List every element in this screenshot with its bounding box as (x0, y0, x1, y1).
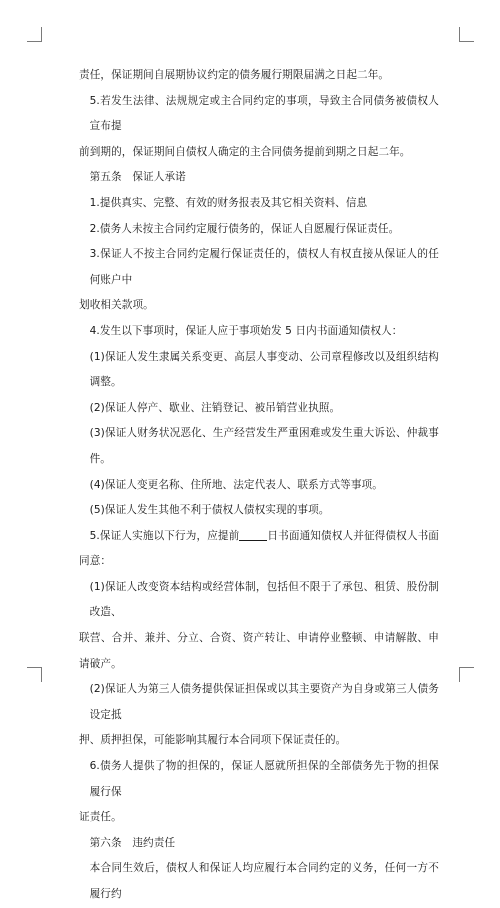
paragraph (79, 575, 439, 677)
crop-mark-top-left (27, 27, 42, 42)
fill-in-blank (239, 528, 267, 541)
paragraph-line: (2)保证人停产、歇业、注销登记、被吊销营业执照。 (89, 401, 341, 414)
paragraph-line: 5.若发生法律、法规规定或主合同约定的事项，导致主合同债务被债权人宣布提 (89, 94, 439, 133)
paragraph (79, 396, 439, 422)
paragraph-line: 4.发生以下事项时，保证人应于事项始发 5 日内书面通知债权人： (89, 324, 403, 337)
paragraph (79, 677, 439, 754)
paragraph-line: (1)保证人改变资本结构或经营体制，包括但不限于了承包、租赁、股份制改造、 (89, 580, 439, 619)
crop-mark-top-right (459, 27, 474, 42)
paragraph-line: (3)保证人财务状况恶化、生产经营发生严重困难或发生重大诉讼、仲裁事件。 (89, 427, 439, 465)
paragraph-line: 划收相关款项。 (79, 299, 154, 312)
paragraph-line: 联营、合并、兼并、分立、合资、资产转让、申请停业整顿、申请解散、申请破产。 (79, 632, 439, 670)
crop-mark-bottom-left (27, 667, 42, 682)
paragraph (79, 498, 439, 524)
document-body (79, 63, 439, 908)
paragraph-line: 押、质押担保，可能影响其履行本合同项下保证责任的。 (79, 734, 347, 747)
paragraph-line: 1.提供真实、完整、有效的财务报表及其它相关资料、信息 (89, 196, 368, 209)
paragraph-line: (5)保证人发生其他不利于债权人债权实现的事项。 (89, 504, 330, 517)
paragraph (79, 165, 439, 191)
paragraph (79, 319, 439, 345)
paragraph-line: 责任，保证期间自展期协议约定的债务履行期限届满之日起二年。 (79, 69, 390, 81)
paragraph (79, 242, 439, 319)
paragraph-line: 6.债务人提供了物的担保的，保证人愿就所担保的全部债务先于物的担保履行保 (89, 760, 439, 798)
paragraph-line: (2)保证人为第三人债务提供保证担保或以其主要资产为自身或第三人债务设定抵 (89, 683, 439, 721)
paragraph-line: 日书面通知债权人并征得债权人书面同意： (79, 529, 439, 568)
paragraph (79, 473, 439, 499)
crop-mark-bottom-right (459, 667, 474, 682)
paragraph-line: (4)保证人变更名称、住所地、法定代表人、联系方式等事项。 (89, 478, 383, 491)
paragraph-line: 第六条 违约责任 (89, 836, 176, 849)
paragraph (79, 856, 439, 907)
paragraph-line: 前到期的，保证期间自债权人确定的主合同债务提前到期之日起二年。 (79, 145, 411, 158)
paragraph-line: 2.债务人未按主合同约定履行债务的，保证人自愿履行保证责任。 (89, 222, 400, 235)
paragraph (79, 831, 439, 857)
paragraph (79, 345, 439, 396)
paragraph (79, 754, 439, 831)
paragraph-line: (1)保证人发生隶属关系变更、高层人事变动、公司章程修改以及组织结构调整。 (89, 350, 439, 389)
paragraph-line: 3.保证人不按主合同约定履行保证责任的，债权人有权直接从保证人的任何账户中 (89, 248, 439, 286)
paragraph (79, 89, 439, 166)
paragraph (79, 217, 439, 243)
paragraph (79, 524, 439, 575)
paragraph (79, 191, 439, 217)
paragraph (79, 63, 439, 89)
paragraph-line: 证责任。 (79, 811, 122, 824)
paragraph-line: 5.保证人实施以下行为，应提前 (89, 529, 240, 542)
paragraph-line: 第五条 保证人承诺 (89, 171, 186, 184)
paragraph (79, 421, 439, 472)
paragraph-line: 本合同生效后，债权人和保证人均应履行本合同约定的义务，任何一方不履行约 (89, 862, 439, 900)
